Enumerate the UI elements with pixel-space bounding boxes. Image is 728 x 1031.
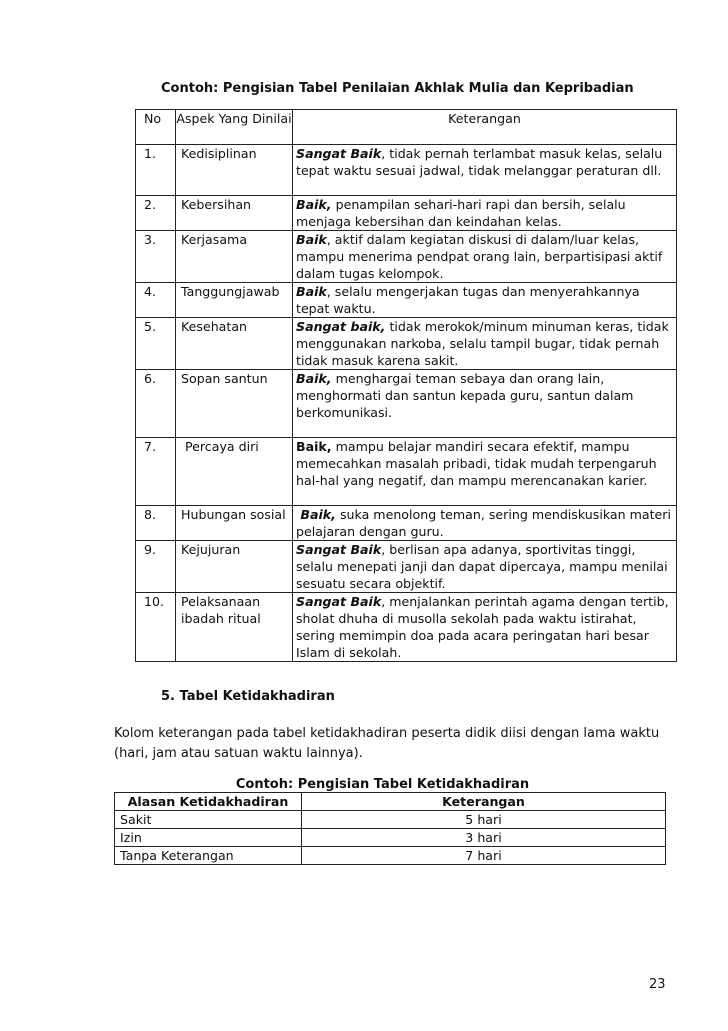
row-detail: , menjalankan perintah agama dengan tertib, sholat dhuha di musolla sekolah pada waktu istirahat, sering memimpin doa pada acara peringatan hari besar Islam di sekolah. (296, 594, 669, 660)
header-aspek: Aspek Yang Dinilai (176, 110, 293, 145)
row-detail: suka menolong teman, sering mendiskusikan materi pelajaran dengan guru. (296, 507, 671, 539)
header-keterangan: Keterangan (293, 110, 677, 145)
row-detail: tidak merokok/minum minuman keras, tidak menggunakan narkoba, selalu tampil bugar, tidak pernah tidak masuk karena sakit. (296, 319, 669, 368)
row-no: 7. (136, 438, 176, 506)
table1-caption: Contoh: Pengisian Tabel Penilaian Akhlak Mulia dan Kepribadian (161, 81, 634, 96)
row-aspek: Kebersihan (176, 196, 293, 231)
row-no: 4. (136, 283, 176, 318)
row-no: 2. (136, 196, 176, 231)
row-aspek: Kedisiplinan (176, 145, 293, 196)
row-keterangan (293, 145, 677, 196)
row-no: 6. (136, 370, 176, 438)
row-keterangan (293, 196, 677, 231)
table-row (136, 231, 677, 283)
table-row (136, 541, 677, 593)
section-heading: 5. Tabel Ketidakhadiran (161, 689, 335, 704)
table-row (136, 506, 677, 541)
table-row (136, 370, 677, 438)
row-aspek: Kejujuran (176, 541, 293, 593)
table-row (115, 829, 666, 847)
row-alasan: Tanpa Keterangan (115, 847, 302, 865)
row-keterangan (293, 506, 677, 541)
row-aspek: Hubungan sosial (176, 506, 293, 541)
row-aspek: Percaya diri (176, 438, 293, 506)
row-no: 9. (136, 541, 176, 593)
row-no: 10. (136, 593, 176, 662)
row-detail: mampu belajar mandiri secara efektif, mampu memecahkan masalah pribadi, tidak mudah terpengaruh hal-hal yang negatif, dan mampu merencanakan karier. (296, 439, 657, 488)
row-grade: Baik (296, 232, 327, 247)
row-aspek: Kerjasama (176, 231, 293, 283)
row-grade: Baik, (296, 439, 332, 454)
row-aspek: Sopan santun (176, 370, 293, 438)
table-row (136, 196, 677, 231)
page-number: 23 (649, 977, 666, 992)
table-row (115, 847, 666, 865)
row-alasan: Izin (115, 829, 302, 847)
table-row (136, 318, 677, 370)
row-keterangan (293, 283, 677, 318)
row-keterangan (293, 593, 677, 662)
header-no: No (136, 110, 176, 145)
table-row (136, 145, 677, 196)
section-paragraph: Kolom keterangan pada tabel ketidakhadiran peserta didik diisi dengan lama waktu (hari, jam atau satuan waktu lainnya). (114, 726, 660, 761)
row-keterangan (293, 541, 677, 593)
table-header-row (136, 110, 677, 145)
row-grade: Sangat Baik (296, 146, 382, 161)
row-grade: Baik, (296, 371, 332, 386)
row-aspek: Tanggungjawab (176, 283, 293, 318)
row-keterangan: 7 hari (302, 847, 666, 865)
table-header-row (115, 793, 666, 811)
row-keterangan (293, 231, 677, 283)
row-keterangan: 3 hari (302, 829, 666, 847)
akhlak-table (135, 109, 677, 662)
row-no: 8. (136, 506, 176, 541)
row-alasan: Sakit (115, 811, 302, 829)
row-keterangan (293, 370, 677, 438)
row-detail: , aktif dalam kegiatan diskusi di dalam/luar kelas, mampu menerima pendpat orang lain, berpartisipasi aktif dalam tugas kelompok. (296, 232, 663, 281)
row-detail: , selalu mengerjakan tugas dan menyerahkannya tepat waktu. (296, 284, 640, 316)
row-detail: , tidak pernah terlambat masuk kelas, selalu tepat waktu sesuai jadwal, tidak melanggar peraturan dll. (296, 146, 663, 178)
row-keterangan: 5 hari (302, 811, 666, 829)
row-aspek: Pelaksanaan ibadah ritual (176, 593, 293, 662)
table-row (136, 438, 677, 506)
row-detail: menghargai teman sebaya dan orang lain, menghormati dan santun kepada guru, santun dalam berkomunikasi. (296, 371, 634, 420)
row-grade: Baik, (296, 197, 332, 212)
row-keterangan (293, 438, 677, 506)
header-alasan: Alasan Ketidakhadiran (115, 793, 302, 811)
row-grade: Baik (296, 284, 327, 299)
row-grade: Baik, (296, 507, 336, 522)
row-no: 3. (136, 231, 176, 283)
header-keterangan: Keterangan (302, 793, 666, 811)
row-no: 5. (136, 318, 176, 370)
row-grade: Sangat baik, (296, 319, 386, 334)
ketidakhadiran-table (114, 792, 666, 865)
row-aspek: Kesehatan (176, 318, 293, 370)
row-keterangan (293, 318, 677, 370)
row-detail: , berlisan apa adanya, sportivitas tinggi, selalu menepati janji dan dapat dipercaya, mampu menilai sesuatu secara objektif. (296, 542, 668, 591)
row-grade: Sangat Baik (296, 542, 382, 557)
table-row (136, 283, 677, 318)
table2-caption: Contoh: Pengisian Tabel Ketidakhadiran (235, 777, 530, 792)
row-grade: Sangat Baik (296, 594, 382, 609)
row-detail: penampilan sehari-hari rapi dan bersih, selalu menjaga kebersihan dan keindahan kelas. (296, 197, 626, 229)
row-no: 1. (136, 145, 176, 196)
table-row (115, 811, 666, 829)
table-row (136, 593, 677, 662)
